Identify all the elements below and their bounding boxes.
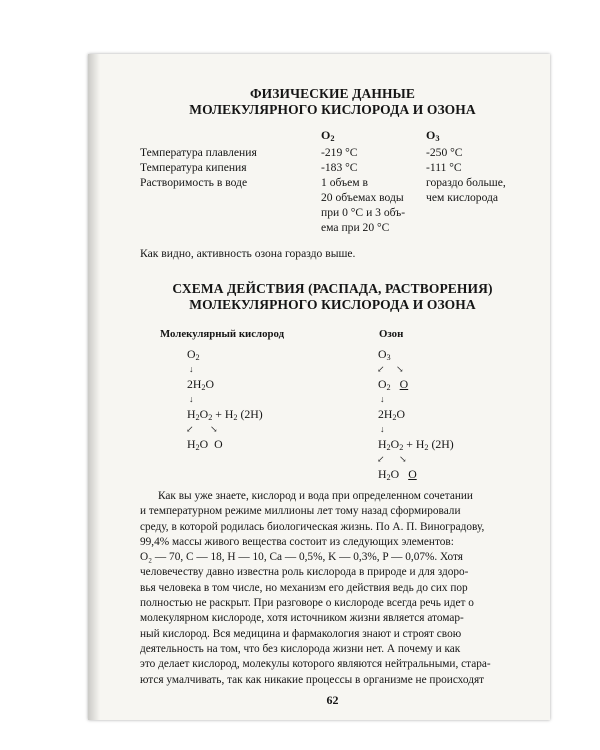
arrow-split-left-icon: ↙	[186, 424, 194, 434]
value-o2-boiling: -183 °C	[321, 161, 358, 174]
heading-line: ФИЗИЧЕСКИЕ ДАННЫЕ	[249, 86, 416, 101]
paragraph-line: и температурном режиме миллионы лет тому назад сформировали	[140, 505, 461, 518]
value-o3-melting: -250 °C	[426, 146, 463, 159]
formula-o2-plus-o: $O_2$ O	[378, 377, 409, 392]
value-o3-solubility-line: чем кислорода	[426, 191, 499, 204]
column-header-o2: $O_2$	[321, 128, 335, 143]
arrow-split-right-icon: ↘	[399, 454, 407, 464]
paragraph-line: ются умалчивать, так как никакие процессы в организме не происходят	[140, 673, 485, 686]
column-header-o3: $O_3$	[426, 128, 440, 143]
paragraph-line: O₂ — 70, C — 18, H — 10, Ca — 0,5%, K — 0,3%, P — 0,07%. Хотя	[140, 551, 463, 564]
paragraph-line: ный кислород. Вся медицина и фармакология знают и строят свою	[140, 627, 462, 640]
heading-scheme	[140, 281, 525, 313]
formula-o2: $O_2$	[187, 347, 200, 362]
formula-peroxide: $H_2O_2 + H_2$ (2H)	[187, 407, 263, 422]
paragraph-line: вья человека в том числе, но механизм его действия ведь до сих пор	[140, 581, 468, 594]
paragraph-line: Как вы уже знаете, кислород и вода при определенном сочетании	[158, 490, 473, 502]
value-o2-solubility-line: ема при 20 °C	[321, 221, 390, 234]
arrow-split-right-icon: ↘	[210, 424, 218, 434]
arrow-split-left-icon: ↙	[377, 364, 385, 374]
formula-products: $H_2O$ O	[187, 437, 223, 452]
page-number: 62	[326, 693, 339, 707]
paragraph-line: деятельность на том, что без кислорода жизни нет. А почему и как	[140, 642, 461, 655]
arrow-split-right-icon: ↘	[396, 364, 404, 374]
heading-line: МОЛЕКУЛЯРНОГО КИСЛОРОДА И ОЗОНА	[189, 102, 476, 117]
heading-physical-data	[140, 86, 525, 118]
value-o2-melting: -219 °C	[321, 146, 358, 159]
arrow-down-icon: ↓	[189, 394, 194, 404]
value-o2-solubility-line: 20 объемах воды	[321, 191, 404, 204]
row-label-boiling: Температура кипения	[140, 161, 247, 174]
formula-peroxide: $H_2O_2 + H_2$ (2H)	[378, 437, 454, 452]
value-o2-solubility-line: 1 объем в	[321, 176, 368, 189]
label-ozone: Озон	[379, 328, 404, 340]
paragraph-line: 99,4% массы живого вещества состоит из следующих элементов:	[140, 535, 454, 548]
ozone-activity-note: Как видно, активность озона гораздо выше.	[140, 247, 356, 260]
arrow-split-left-icon: ↙	[377, 454, 385, 464]
paragraph-line: человечеству давно известна роль кислорода в природе и для здоро-	[140, 566, 469, 579]
paragraph-line: среду, в которой родилась биологическая жизнь. По А. П. Виноградову,	[140, 520, 485, 533]
heading-line: МОЛЕКУЛЯРНОГО КИСЛОРОДА И ОЗОНА	[189, 297, 476, 312]
body-paragraph	[140, 489, 524, 688]
value-o2-solubility-line: при 0 °C и 3 объ-	[321, 206, 406, 219]
paragraph-line: это делает кислород, молекулы которого являются нейтральными, стара-	[140, 658, 491, 671]
formula-water: $2H_2O$	[187, 377, 215, 392]
paragraph-line: молекулярном кислороде, хотя источником жизни является атомар-	[140, 612, 464, 625]
formula-water: $2H_2O$	[378, 407, 406, 422]
value-o3-boiling: -111 °C	[426, 161, 462, 174]
paragraph-line: полностью не раскрыт. При разговоре о кислороде всегда речь идет о	[140, 597, 474, 610]
arrow-down-icon: ↓	[380, 394, 385, 404]
row-label-solubility: Растворимость в воде	[140, 176, 248, 189]
label-molecular-oxygen: Молекулярный кислород	[160, 328, 285, 340]
arrow-down-icon: ↓	[380, 424, 385, 434]
heading-line: СХЕМА ДЕЙСТВИЯ (РАСПАДА, РАСТВОРЕНИЯ)	[172, 281, 493, 296]
arrow-down-icon: ↓	[189, 364, 194, 374]
formula-o3: $O_3$	[378, 347, 391, 362]
value-o3-solubility-line: гораздо больше,	[426, 176, 506, 189]
row-label-melting: Температура плавления	[140, 146, 257, 159]
formula-products: $H_2O$ O	[378, 467, 417, 482]
